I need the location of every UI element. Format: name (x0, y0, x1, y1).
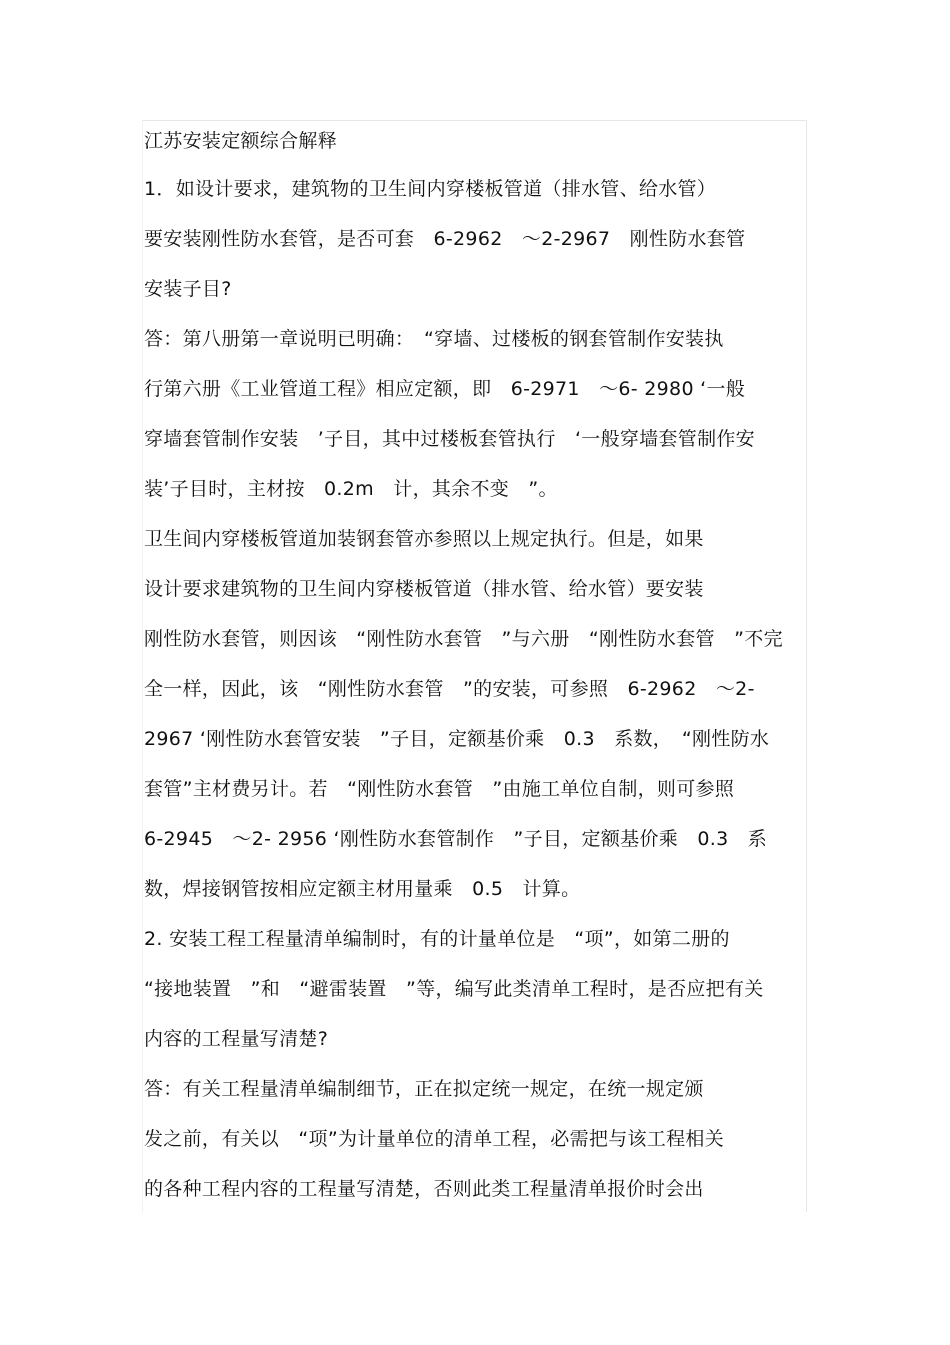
text-line: 内容的工程量写清楚? (144, 1028, 329, 1050)
text-line: 6-2945 ～2- 2956 ‘刚性防水套管制作 ”子目，定额基价乘 0.3 系 (144, 828, 768, 850)
text-line: 刚性防水套管，则因该 “刚性防水套管 ”与六册 “刚性防水套管 ”不完 (144, 628, 783, 650)
text-line: 发之前，有关以 “项”为计量单位的清单工程，必需把与该工程相关 (144, 1128, 724, 1150)
text-line: 2. 安装工程工程量清单编制时，有的计量单位是 “项”，如第二册的 (144, 928, 730, 950)
text-line: 要安装刚性防水套管，是否可套 6-2962 ～2-2967 刚性防水套管 (144, 228, 746, 250)
text-line: 2967 ‘刚性防水套管安装 ”子目，定额基价乘 0.3 系数， “刚性防水 (144, 728, 770, 750)
text-line: 答：第八册第一章说明已明确： “穿墙、过楼板的钢套管制作安装执 (144, 328, 724, 350)
text-line: “接地装置 ”和 “避雷装置 ”等，编写此类清单工程时，是否应把有关 (144, 978, 764, 1000)
text-line: 穿墙套管制作安装 ’子目，其中过楼板套管执行 ‘一般穿墙套管制作安 (144, 428, 755, 450)
text-line: 套管”主材费另计。若 “刚性防水套管 ”由施工单位自制，则可参照 (144, 778, 735, 800)
document-title: 江苏安装定额综合解释 (144, 130, 338, 152)
document-body (144, 118, 804, 1216)
text-line: 安装子目? (144, 278, 232, 300)
text-line: 答：有关工程量清单编制细节，正在拟定统一规定，在统一规定颁 (144, 1078, 704, 1100)
text-line: 1．如设计要求，建筑物的卫生间内穿楼板管道（排水管、给水管） (144, 178, 717, 200)
text-line: 的各种工程内容的工程量写清楚，否则此类工程量清单报价时会出 (144, 1178, 704, 1200)
text-line: 全一样，因此，该 “刚性防水套管 ”的安装，可参照 6-2962 ～2- (144, 678, 755, 700)
text-line: 设计要求建筑物的卫生间内穿楼板管道（排水管、给水管）要安装 (144, 578, 704, 600)
text-line: 装’子目时，主材按 0.2m 计，其余不变 ”。 (144, 478, 558, 500)
text-line: 行第六册《工业管道工程》相应定额，即 6-2971 ～6- 2980 ‘一般 (144, 378, 746, 400)
text-line: 数，焊接钢管按相应定额主材用量乘 0.5 计算。 (144, 878, 581, 900)
text-line: 卫生间内穿楼板管道加装钢套管亦参照以上规定执行。但是，如果 (144, 528, 704, 550)
